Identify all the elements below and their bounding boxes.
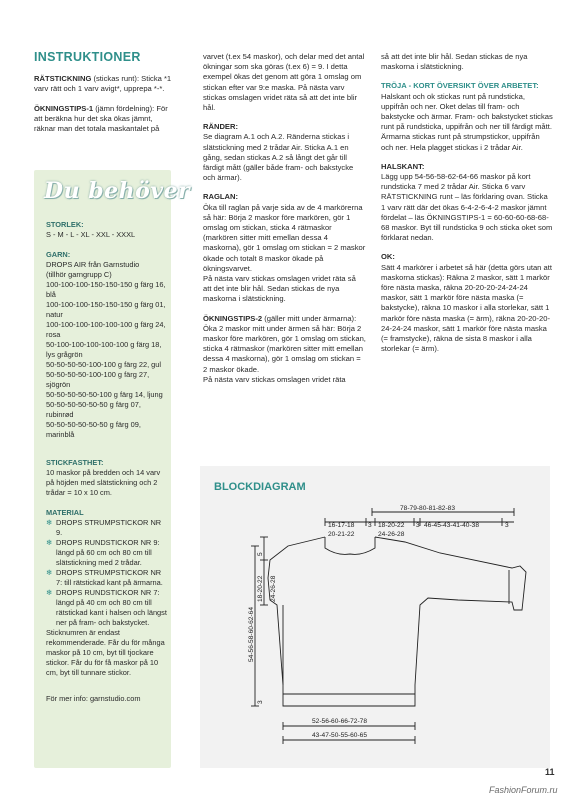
- diagram-title: BLOCKDIAGRAM: [214, 481, 306, 493]
- label-neck-right: 18-20-22: [378, 522, 405, 529]
- label-yoke: 18-20-22: [257, 575, 264, 602]
- watermark: FashionForum.ru: [489, 785, 558, 795]
- yarn-line: 100-100-100-100-100-100 g färg 24, rosa: [46, 320, 166, 339]
- yarn-line: 50-50-50-50-100-100 g färg 27, sjögrön: [46, 370, 150, 389]
- label-bottom1: 52-56-60-66-72-78: [312, 718, 367, 725]
- label-5: 5: [257, 552, 264, 556]
- snowflake-icon: ❄: [46, 518, 53, 527]
- material-section: MATERIAL: [46, 508, 84, 517]
- snowflake-icon: ❄: [46, 538, 53, 547]
- sweater-overview-paragraph: TRÖJA - KORT ÖVERSIKT ÖVER ARBETET: Halskant och ok stickas runt på rundsticka, uppifrån och ner. Oket delas till fram- och bakstycke och ärmar. Fram- och bakstycket stickas runt på rundsticka, uppifrån och ner till färdigt mått. Ärmarna stickas runt på strumpstickor, uppifrån och ner. Hela plagget stickas i 2 trådar Air.: [381, 81, 553, 152]
- neckband-paragraph: HALSKANT: Lägg upp 54-56-58-62-64-66 maskor på kort rundsticka 7 med 2 trådar Air. Sticka 6 varv RÄTSTICKNING runt – läs förklaring ovan. Sticka 1 varv rätt där det ökas 6-4-2-6-4-2 maskor jämnt fördelat – läs ÖKNINGSTIPS-1 = 60-60-60-68-68-68 maskor. Byt till rundsticka 9 och sticka oket som förklarat nedan.: [381, 161, 553, 243]
- yarn-line: 50-50-50-50-100-100 g färg 22, gul: [46, 360, 162, 369]
- yarn-line: 50-100-100-100-100-100 g färg 18, lys grågrön: [46, 340, 162, 359]
- label-3d: 3: [257, 700, 264, 704]
- label-3a: 3: [368, 522, 372, 529]
- yarn-line: 50-50-50-50-50-50 g färg 09, marinblå: [46, 420, 141, 439]
- increase-tip2-paragraph-2: På nästa varv stickas omslagen vridet räta: [203, 374, 346, 384]
- diagram-neck-outline: [325, 537, 375, 554]
- yarn-line: 100-100-100-150-150-150 g färg 16, blå: [46, 280, 166, 299]
- increase-tip1-continued: varvet (t.ex 54 maskor), och delar med det antal ökningar som ska göras (t.ex 6) = 9. I detta exempel ökas det genom att göra 1 omslag om stickan efter var 9:e maska. På nästa varv stickas omslagen vridet räta så att det inte blir hål.: [203, 52, 365, 113]
- page-number: 11: [545, 767, 555, 777]
- instructions-heading: INSTRUKTIONER: [34, 50, 141, 64]
- yarn-line: 50-50-50-50-50-100 g färg 14, ljung: [46, 390, 163, 399]
- yarn-line: 100-100-100-150-150-150 g färg 01, natur: [46, 300, 166, 319]
- snowflake-icon: ❄: [46, 568, 53, 577]
- label-yoke2: 24-26-28: [270, 575, 277, 602]
- raglan-paragraph-2: På nästa varv stickas omslagen vridet räta så att det inte blir hål. Sedan stickas de nya maskorna i slätstickning.: [203, 274, 356, 304]
- yoke-paragraph: OK: Sätt 4 markörer i arbetet så här (detta görs utan att maskorna stickas): Räkna 2 maskor, sätt 1 markör före nästa maska, räkna 20-20-20-24-24-24 maskor, sätt 1 markör före nästa maska (= bakstycke), räkna 10 maskor i alla storlekar, sätt 1 markör före nästa maska (= ärm), räkna 20-20-20-24-24-24 maskor, sätt 1 markör före nästa maska (= framstycke), räkna de sista 8 maskor i alla storlekar (= ärm).: [381, 252, 552, 354]
- label-3c: 3: [505, 522, 509, 529]
- label-sleeve: 46-45-43-41-40-38: [424, 522, 479, 529]
- yarn-line: (tillhör garngrupp C): [46, 270, 112, 279]
- increase-tip2-paragraph: ÖKNINGSTIPS-2 (gäller mitt under ärmarna): Öka 2 maskor mitt under ärmen så här: Börja 2 maskor före markören, gör 1 omslag om stickan, sticka 4 rätmaskor (markören sitter mitt emellan dessa 4 maskorna), gör 1 omslag om stickan = 2 maskor ökade.: [203, 313, 366, 374]
- more-info: För mer info: garnstudio.com: [46, 694, 141, 703]
- label-3b: 3: [416, 522, 420, 529]
- label-neck-right2: 24-26-28: [378, 531, 405, 538]
- garter-paragraph: RÄTSTICKNING (stickas runt): Sticka *1 varv rätt och 1 varv avigt*, upprepa *-*.: [34, 74, 172, 94]
- material-item: ❄ DROPS STRUMPSTICKOR NR 9.: [46, 518, 162, 537]
- increase-tip1-paragraph: ÖKNINGSTIPS-1 (jämn fördelning): För att beräkna hur det ska ökas jämnt, räknar man det totala maskantalet på: [34, 103, 168, 134]
- materials-box-title: Du behöver: [44, 178, 191, 204]
- label-bottom2: 43-47-50-55-60-65: [312, 732, 367, 739]
- material-item: ❄ DROPS RUNDSTICKOR NR 9: längd på 60 cm och 80 cm till slätstickning med 2 trådar.: [46, 538, 160, 567]
- stripes-paragraph: RÄNDER: Se diagram A.1 och A.2. Ränderna stickas i slätstickning med 2 trådar Air. Sticka A.1 en gång, sedan stickas A.2 så långt det går till färdigt mått (gäller både fram- och bakstycke och ärmar).: [203, 122, 354, 183]
- needle-note: Sticknumren är endast rekommenderade. Får du för många maskor på 10 cm, byt till tjockare stickor. Får du för få maskor på 10 cm, byt till tunnare stickor.: [46, 628, 165, 677]
- label-neck-left: 16-17-18: [328, 522, 355, 529]
- label-top-right: 78-79-80-81-82-83: [400, 505, 455, 512]
- gauge-section: STICKFASTHET: 10 maskor på bredden och 14 varv på höjden med slätstickning och 2 trådar = 10 x 10 cm.: [46, 458, 161, 497]
- raglan-paragraph: RAGLAN: Öka till raglan på varje sida av de 4 markörerna så här: Börja 2 maskor före markören, gör 1 omslag om stickan, sticka 4 rätmaskor (markören sitter mitt emellan dessa 4 maskorna), gör 1 omslag om stickan = 2 maskor ökade och totalt 8 maskor ökade på ökningsvarvet.: [203, 192, 366, 273]
- diagram-body-outline: [268, 537, 526, 706]
- label-length: 54-56-58-60-62-64: [248, 607, 255, 662]
- yarn-section: GARN: DROPS AIR från Garnstudio (tillhör garngrupp C) 100-100-100-150-150-150 g färg 16, blå 100-100-100-150-150-150 g färg 01, natur 100-100-100-100-100-100 g färg 24, rosa 50-100-100-100-100-100 g färg 18, lys grågrön 50-50-50-50-100-100 g färg 22, gul 50-50-50-50-100-100 g färg 27, sjögrön 50-50-50-50-50-100 g färg 14, ljung 50-50-50-50-50-50 g färg 07, rubinrød 50-50-50-50-50-50 g färg 09, marinblå: [46, 250, 166, 439]
- material-item: ❄ DROPS RUNDSTICKOR NR 7: längd på 40 cm och 80 cm till rätstickad kant i halsen och längst ner på fram- och bakstycket.: [46, 588, 167, 627]
- col3-intro: så att det inte blir hål. Sedan stickas de nya maskorna i slätstickning.: [381, 52, 528, 72]
- yarn-line: DROPS AIR från Garnstudio: [46, 260, 140, 269]
- size-section: STORLEK: S - M - L - XL - XXL - XXXL: [46, 220, 136, 239]
- material-item: ❄ DROPS STRUMPSTICKOR NR 7: till rätstickad kant på ärmarna.: [46, 568, 163, 587]
- snowflake-icon: ❄: [46, 588, 53, 597]
- label-neck-left2: 20-21-22: [328, 531, 355, 538]
- yarn-line: 50-50-50-50-50-50 g färg 07, rubinrød: [46, 400, 141, 419]
- size-list: S - M - L - XL - XXL - XXXL: [46, 230, 136, 239]
